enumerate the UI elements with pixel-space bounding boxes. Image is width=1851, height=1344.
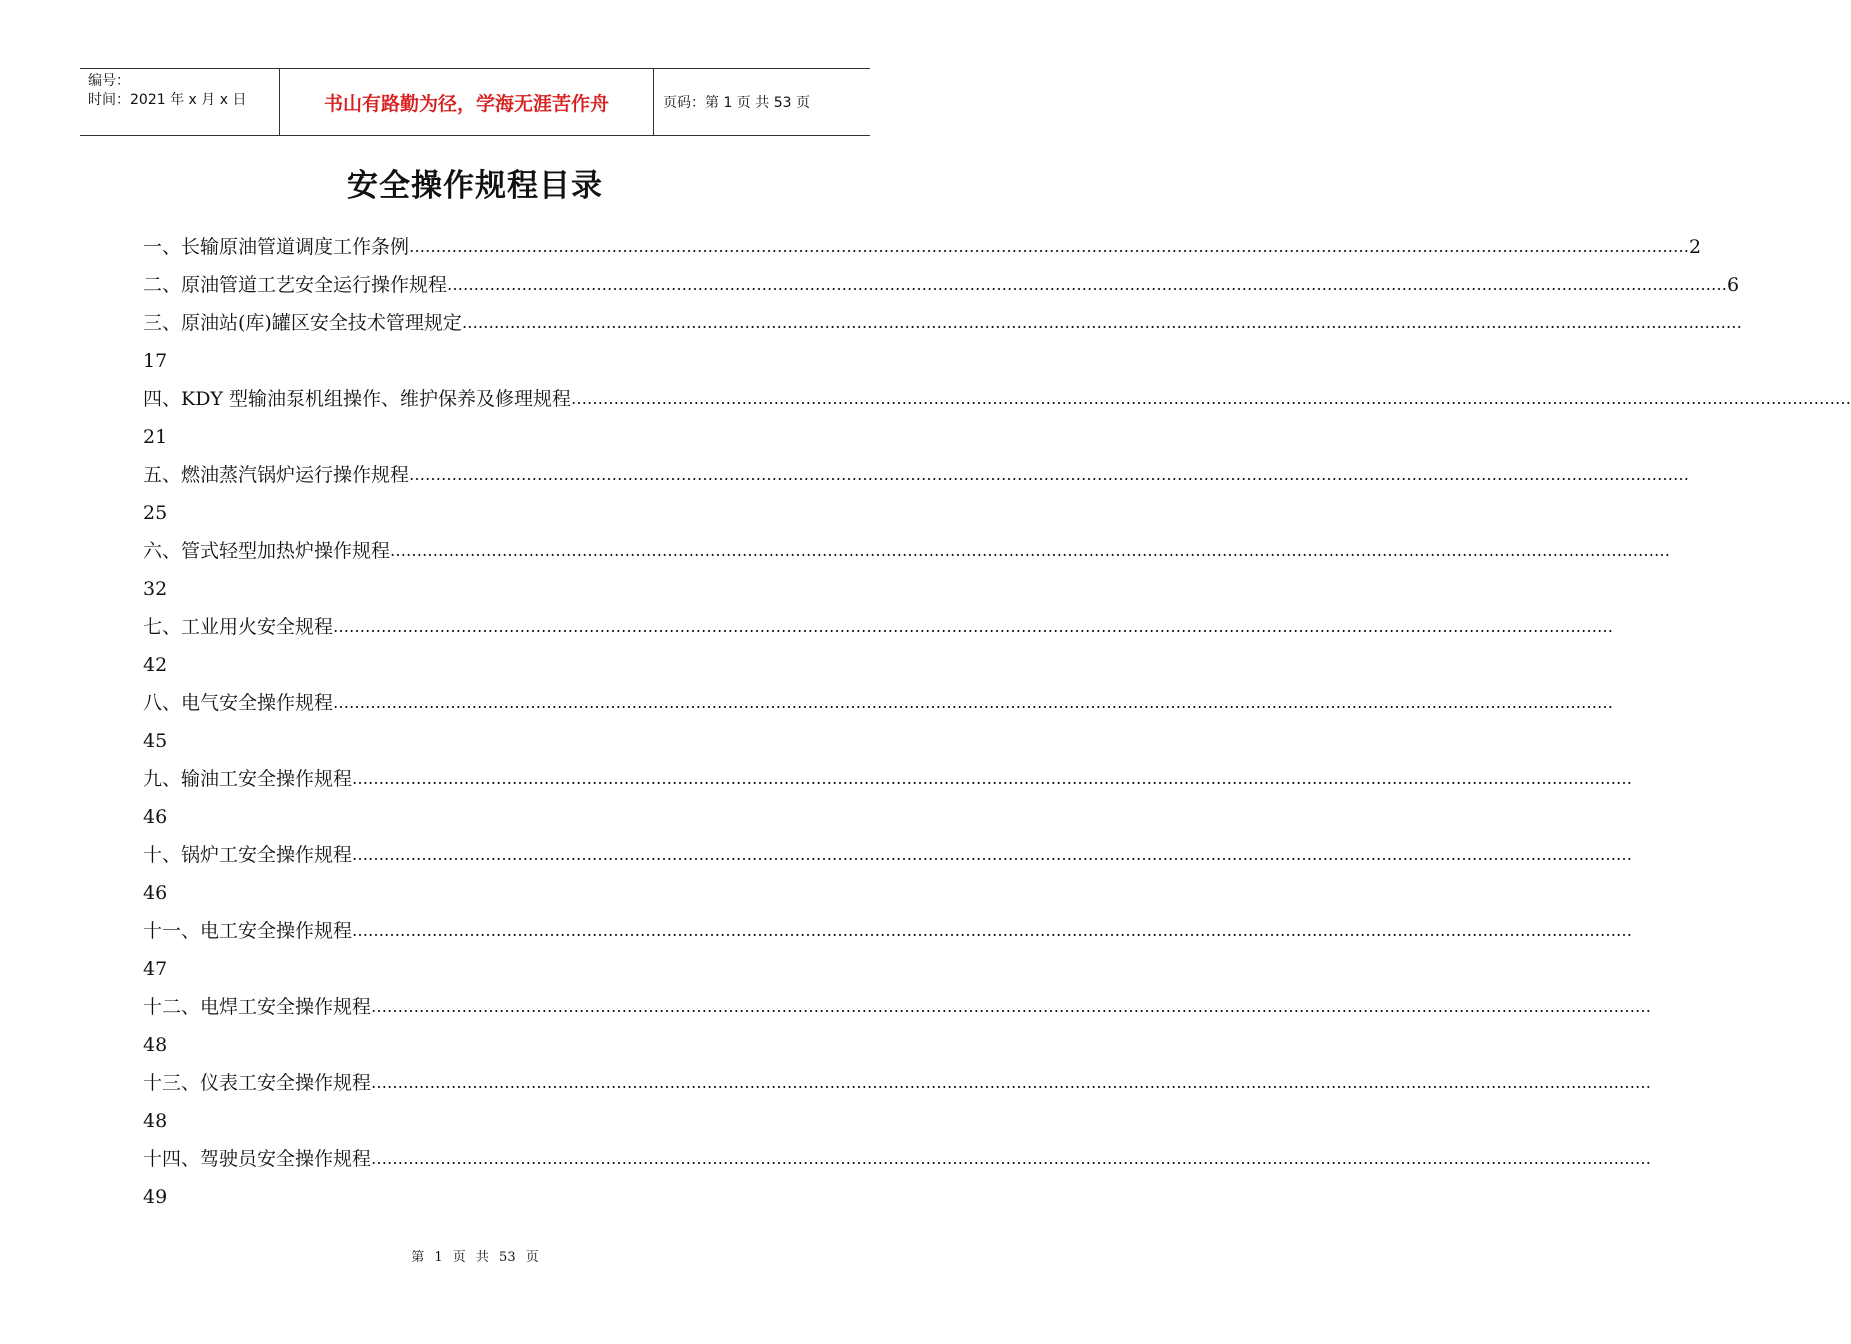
toc-entry[interactable]	[143, 1140, 1652, 1178]
toc-leader-dots: ……………………………………………………………………………………………………………………………………………………………………………………………………………………	[352, 769, 1633, 788]
toc-entry-title: 七、工业用火安全规程	[143, 616, 334, 638]
toc-leader-dots: ……………………………………………………………………………………………………………………………………………………………………………………………………………………	[390, 541, 1671, 560]
toc-page-number: 47	[143, 958, 168, 980]
toc-entry-title: 二、原油管道工艺安全运行操作规程	[143, 274, 448, 296]
toc-entry[interactable]	[143, 532, 1671, 570]
toc-entry[interactable]	[143, 266, 1740, 304]
toc-entry[interactable]	[143, 380, 1851, 418]
toc-page-number: 46	[143, 882, 168, 904]
toc-entry[interactable]	[143, 456, 1690, 494]
toc-leader-dots: ……………………………………………………………………………………………………………………………………………………………………………………………………………………	[571, 389, 1851, 408]
toc-page-number: 25	[143, 502, 168, 524]
page-title: 安全操作规程目录	[347, 168, 603, 204]
toc-entry[interactable]	[143, 1064, 1652, 1102]
toc-leader-dots: ……………………………………………………………………………………………………………………………………………………………………………………………………………………	[333, 617, 1614, 636]
toc-entry-title: 十、锅炉工安全操作规程	[143, 844, 353, 866]
toc-leader-dots: ……………………………………………………………………………………………………………………………………………………………………………………………………………………	[371, 1073, 1652, 1092]
toc-page-number: 21	[143, 426, 168, 448]
toc-leader-dots: ……………………………………………………………………………………………………………………………………………………………………………………………………………………	[333, 693, 1614, 712]
toc-entry-title: 五、燃油蒸汽锅炉运行操作规程	[143, 464, 410, 486]
toc-entry-title: 十一、电工安全操作规程	[143, 920, 353, 942]
document-number: 编号：	[88, 73, 130, 89]
toc-entry[interactable]	[143, 836, 1633, 874]
toc-entry-title: 六、管式轻型加热炉操作规程	[143, 540, 391, 562]
toc-entry-title: 一、长输原油管道调度工作条例	[143, 236, 410, 258]
toc-page-number: 6	[1727, 274, 1740, 296]
page-footer: 第 1 页 共 53 页	[411, 1250, 539, 1265]
toc-page-number: 2	[1689, 236, 1702, 258]
toc-page-number: 46	[143, 806, 168, 828]
toc-entry[interactable]	[143, 684, 1614, 722]
toc-page-number: 42	[143, 654, 168, 676]
toc-page-number: 48	[143, 1110, 168, 1132]
table-of-contents	[143, 228, 1851, 1216]
toc-entry[interactable]	[143, 608, 1614, 646]
toc-entry-title: 十四、驾驶员安全操作规程	[143, 1148, 372, 1170]
toc-page-number: 49	[143, 1186, 168, 1208]
toc-entry[interactable]	[143, 912, 1633, 950]
toc-entry-title: 四、KDY 型输油泵机组操作、维护保养及修理规程	[143, 388, 572, 410]
header-page-info: 页码：第 1 页 共 53 页	[663, 95, 810, 111]
toc-leader-dots: ……………………………………………………………………………………………………………………………………………………………………………………………………………………	[371, 1149, 1652, 1168]
toc-entry[interactable]	[143, 988, 1652, 1026]
header-motto: 书山有路勤为径，学海无涯苦作舟	[280, 69, 654, 135]
toc-entry[interactable]	[143, 228, 1702, 266]
toc-page-number: 32	[143, 578, 168, 600]
toc-leader-dots: ……………………………………………………………………………………………………………………………………………………………………………………………………………………	[409, 465, 1690, 484]
toc-page-number: 45	[143, 730, 168, 752]
toc-leader-dots: ……………………………………………………………………………………………………………………………………………………………………………………………………………………	[409, 237, 1690, 256]
toc-entry-title: 十二、电焊工安全操作规程	[143, 996, 372, 1018]
toc-page-number: 48	[143, 1034, 168, 1056]
toc-leader-dots: ……………………………………………………………………………………………………………………………………………………………………………………………………………………	[352, 845, 1633, 864]
toc-entry[interactable]	[143, 760, 1633, 798]
document-header	[80, 68, 870, 136]
toc-entry-title: 十三、仪表工安全操作规程	[143, 1072, 372, 1094]
header-meta	[80, 69, 280, 135]
toc-leader-dots: ……………………………………………………………………………………………………………………………………………………………………………………………………………………	[371, 997, 1652, 1016]
toc-leader-dots: ……………………………………………………………………………………………………………………………………………………………………………………………………………………	[352, 921, 1633, 940]
document-time: 时间：2021 年 x 月 x 日	[88, 92, 247, 108]
toc-entry-title: 八、电气安全操作规程	[143, 692, 334, 714]
toc-entry-title: 三、原油站(库)罐区安全技术管理规定	[143, 312, 462, 334]
toc-page-number: 17	[143, 350, 168, 372]
toc-leader-dots: ……………………………………………………………………………………………………………………………………………………………………………………………………………………	[461, 313, 1742, 332]
toc-leader-dots: ……………………………………………………………………………………………………………………………………………………………………………………………………………………	[447, 275, 1728, 294]
toc-entry[interactable]	[143, 304, 1742, 342]
toc-entry-title: 九、输油工安全操作规程	[143, 768, 353, 790]
